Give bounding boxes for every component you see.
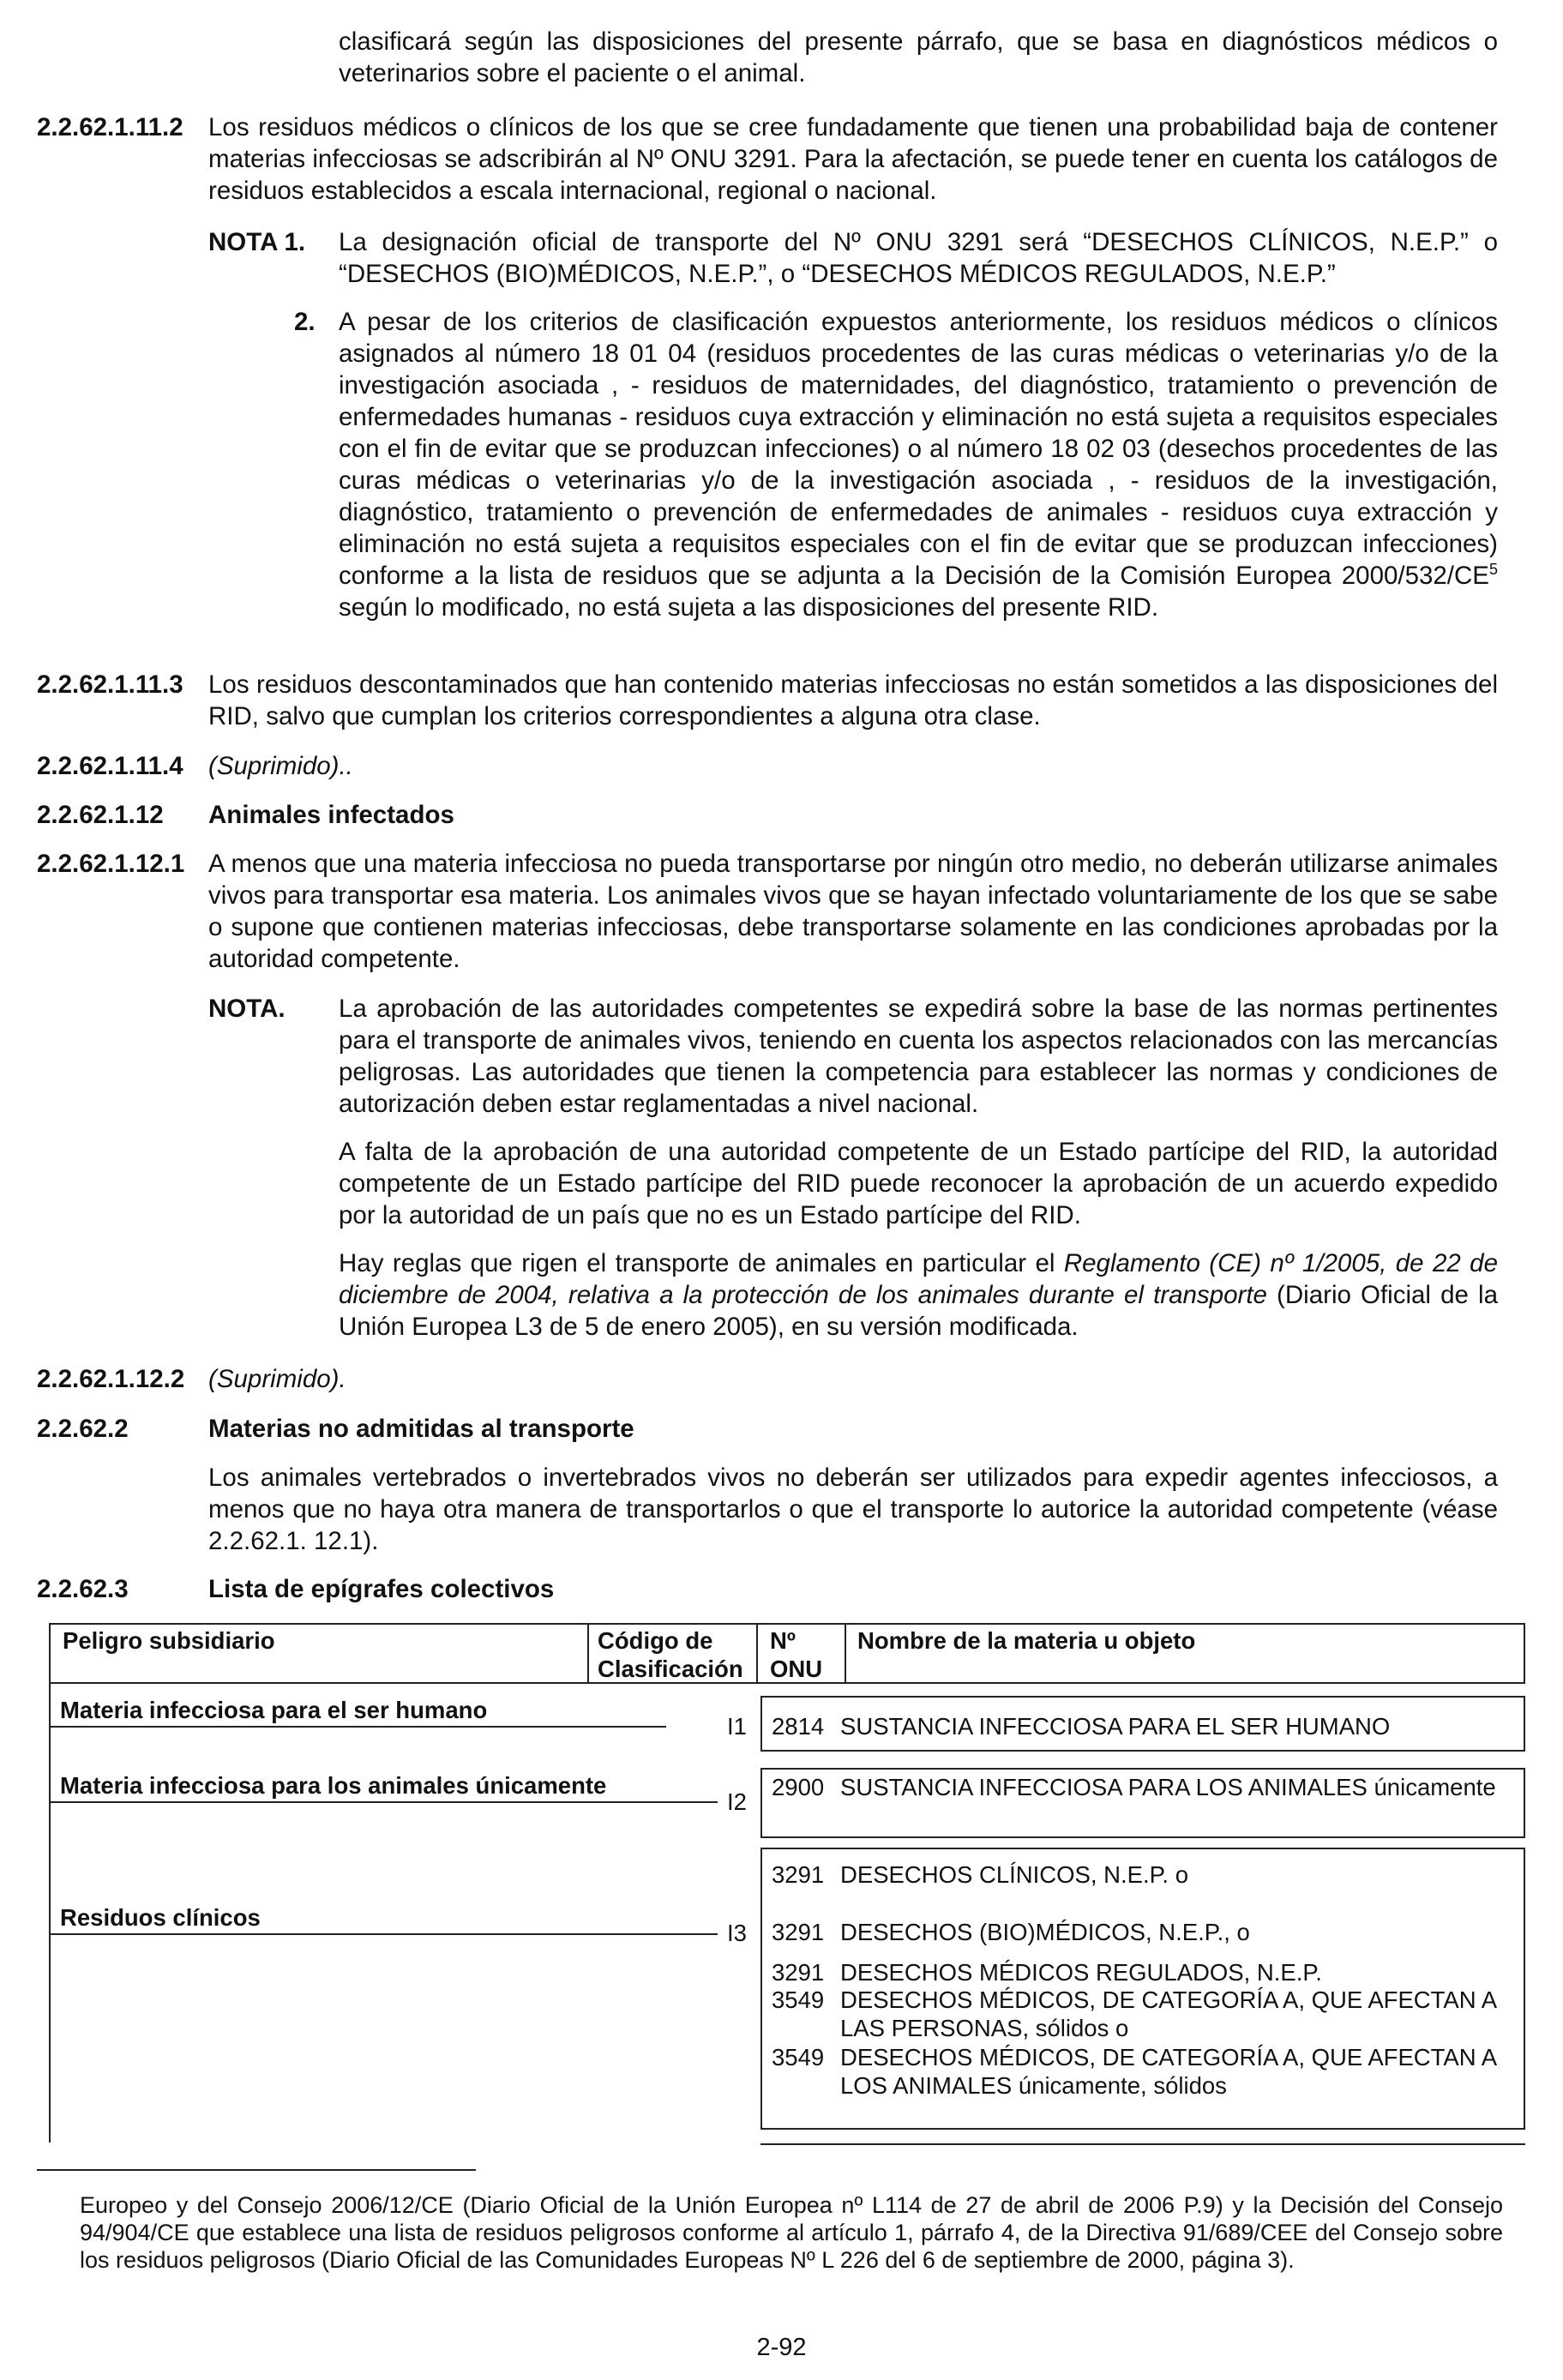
note-p3-start: Hay reglas que rigen el transporte de animales en particular el [339,1249,1064,1277]
footnote-text: Europeo y del Consejo 2006/12/CE (Diario Oficial de la Unión Europea nº L114 de 27 de abril de 2006 P.9) y la Decisión del Consejo 94/904/CE que establece una lista de residuos peligrosos conforme al artículo 1, párrafo 4, de la Directiva 91/689/CEE del Consejo sobre los residuos peligrosos (Diario Oficial de las Comunidades Europeas Nº L 226 del 6 de septiembre de 2000, página 3). [80,2192,1503,2273]
un-number: 3549 [772,1986,825,2013]
substance-name: DESECHOS (BIO)MÉDICOS, N.E.P., o [840,1919,1250,1945]
section-number-2: 2.2.62.2 [37,1415,129,1443]
section-2-title: Materias no admitidas al transporte [208,1415,634,1443]
note-p3-end: (Diario Oficial de la Unión Europea L3 de 5 de enero 2005), en su versión modificada. [339,1281,1498,1341]
substance-name: DESECHOS MÉDICOS, DE CATEGORÍA A, QUE AFECTAN A LOS ANIMALES únicamente, sólidos [840,2044,1496,2099]
note-2-text [339,306,1498,623]
note-2-body: A pesar de los criterios de clasificación expuestos anteriormente, los residuos médicos o clínicos asignados al número 18 01 04 (residuos procedentes de las curas médicas o veterinarias y/o de la investigación asociada , - residuos de maternidades, del diagnóstico, tratamiento o prevención de enfermedades humanas - residuos cuya extracción y eliminación no está sujeta a requisitos especiales con el fin de evitar que se produzcan infecciones) o al número 18 02 03 (desechos procedentes de las curas médicas o veterinarias y/o de la investigación asociada , - residuos de la investigación, diagnóstico, tratamiento o prevención de enfermedades de animales - residuos cuya extracción y eliminación no está sujeta a requisitos especiales con el fin de evitar que se produzcan infecciones) conforme a la lista de residuos que se adjunta a la Decisión de la Comisión Europea 2000/532/CE [339,308,1498,590]
note-paragraph-1: La aprobación de las autoridades competentes se expedirá sobre la base de las normas pertinentes para el transporte de animales vivos, teniendo en cuenta los aspectos relacionados con las mercancías peligrosas. Las autoridades que tienen la competencia para establecer las normas y condiciones de autorización deben estar reglamentadas a nivel nacional. [339,995,1498,1118]
section-number-12: 2.2.62.1.12 [37,801,164,829]
page-number: 2-92 [756,2334,807,2361]
hazard-clinical-waste: Residuos clínicos [60,1904,261,1931]
entry-3549-animales [772,2043,1518,2100]
section-12-1-text: A menos que una materia infecciosa no pueda transportarse por ningún otro medio, no deberán utilizarse animales vivos para transportar esa materia. Los animales vivos que se hayan infectado voluntariamente de los que se sabe o supone que contienen materias infecciosas, debe transportarse solamente en las condiciones aprobadas por la autoridad competente. [208,850,1498,973]
hazard-underline [49,1933,718,1935]
hazard-animals: Materia infecciosa para los animales únicamente [60,1772,607,1799]
footnote-separator [37,2169,476,2171]
entry-2814 [772,1712,1518,1740]
substance-name: DESECHOS MÉDICOS, DE CATEGORÍA A, QUE AFECTAN A LAS PERSONAS, sólidos o [840,1986,1496,2041]
section-number-11-2: 2.2.62.1.11.2 [37,113,183,141]
substance-name: SUSTANCIA INFECCIOSA PARA EL SER HUMANO [840,1713,1391,1740]
section-number-12-1: 2.2.62.1.12.1 [37,850,185,878]
substance-name: DESECHOS CLÍNICOS, N.E.P. o [840,1861,1189,1888]
section-3-title: Lista de epígrafes colectivos [208,1575,555,1603]
section-number-11-3: 2.2.62.1.11.3 [37,670,183,699]
substance-name: SUSTANCIA INFECCIOSA PARA LOS ANIMALES únicamente [840,1774,1496,1800]
section-number-12-2: 2.2.62.1.12.2 [37,1365,185,1393]
entry-3291-biomedicos [772,1918,1518,1946]
section-2-text: Los animales vertebrados o invertebrados vivos no deberán ser utilizados para expedir agentes infecciosos, a menos que no haya otra manera de transportarlos o que el transporte lo autorice la autoridad competente (véase 2.2.62.1. 12.1). [208,1463,1498,1555]
note-1-text: La designación oficial de transporte del Nº ONU 3291 será “DESECHOS CLÍNICOS, N.E.P.” o “DESECHOS (BIO)MÉDICOS, N.E.P.”, o “DESECHOS MÉDICOS REGULADOS, N.E.P.” [339,228,1498,288]
section-12-title: Animales infectados [208,801,454,829]
header-divider [756,1623,758,1684]
regulation-title: Reglamento (CE) nº 1/2005, de 22 de diciembre de 2004, relativa a la protección de los animales durante el transporte [339,1249,1498,1309]
hazard-human: Materia infecciosa para el ser humano [60,1697,488,1723]
intro-continuation: clasificará según las disposiciones del presente párrafo, que se basa en diagnósticos médicos o veterinarios sobre el paciente o el animal. [339,27,1498,87]
header-divider [845,1623,846,1684]
header-code: Código de Clasificación [598,1627,743,1682]
code-i2: I2 [727,1788,747,1815]
note-1-label: NOTA 1. [208,228,306,256]
table-bottom-rule [760,2143,1525,2145]
un-number: 3291 [772,1919,825,1945]
un-number: 2900 [772,1774,825,1800]
header-un: Nº ONU [770,1627,823,1682]
note-paragraph-3 [339,1247,1498,1343]
header-hazard: Peligro subsidiario [63,1627,275,1654]
hazard-underline [49,1726,666,1728]
code-i1: I1 [727,1713,747,1740]
note-paragraph-2: A falta de la aprobación de una autoridad competente de un Estado partícipe del RID, la autoridad competente de un Estado partícipe del RID puede reconocer la aprobación de un acuerdo expedido por la autoridad de un país que no es un Estado partícipe del RID. [339,1138,1498,1229]
entry-3291-clinicos [772,1860,1518,1889]
un-number: 3291 [772,1959,825,1986]
note-2-tail: según lo modificado, no está sujeta a las disposiciones del presente RID. [339,593,1159,622]
un-number: 2814 [772,1713,825,1740]
substance-name: DESECHOS MÉDICOS REGULADOS, N.E.P. [840,1959,1322,1986]
section-11-3-text: Los residuos descontaminados que han contenido materias infecciosas no están sometidos a las disposiciones del RID, salvo que cumplan los criterios correspondientes a alguna otra clase. [208,670,1498,730]
un-number: 3291 [772,1861,825,1888]
footnote-ref-5[interactable]: 5 [1488,561,1498,579]
header-divider [587,1623,589,1684]
table-left-rule [49,1684,51,2143]
entry-3291-regulados [772,1958,1518,1986]
entry-2900 [772,1773,1518,1830]
section-number-3: 2.2.62.3 [37,1575,129,1603]
header-name: Nombre de la materia u objeto [857,1627,1196,1654]
un-number: 3549 [772,2044,825,2070]
section-11-4-text: (Suprimido).. [208,752,353,780]
entry-3549-personas [772,1986,1518,2042]
note-label: NOTA. [208,995,286,1023]
section-number-11-4: 2.2.62.1.11.4 [37,752,183,780]
note-2-label: 2. [294,308,316,336]
section-12-2-text: (Suprimido). [208,1365,346,1393]
section-11-2-text: Los residuos médicos o clínicos de los que se cree fundadamente que tienen una probabilidad baja de contener materias infecciosas se adscribirán al Nº ONU 3291. Para la afectación, se puede tener en cuenta los catálogos de residuos establecidos a escala internacional, regional o nacional. [208,113,1498,205]
hazard-underline [49,1801,718,1803]
code-i3: I3 [727,1920,747,1946]
